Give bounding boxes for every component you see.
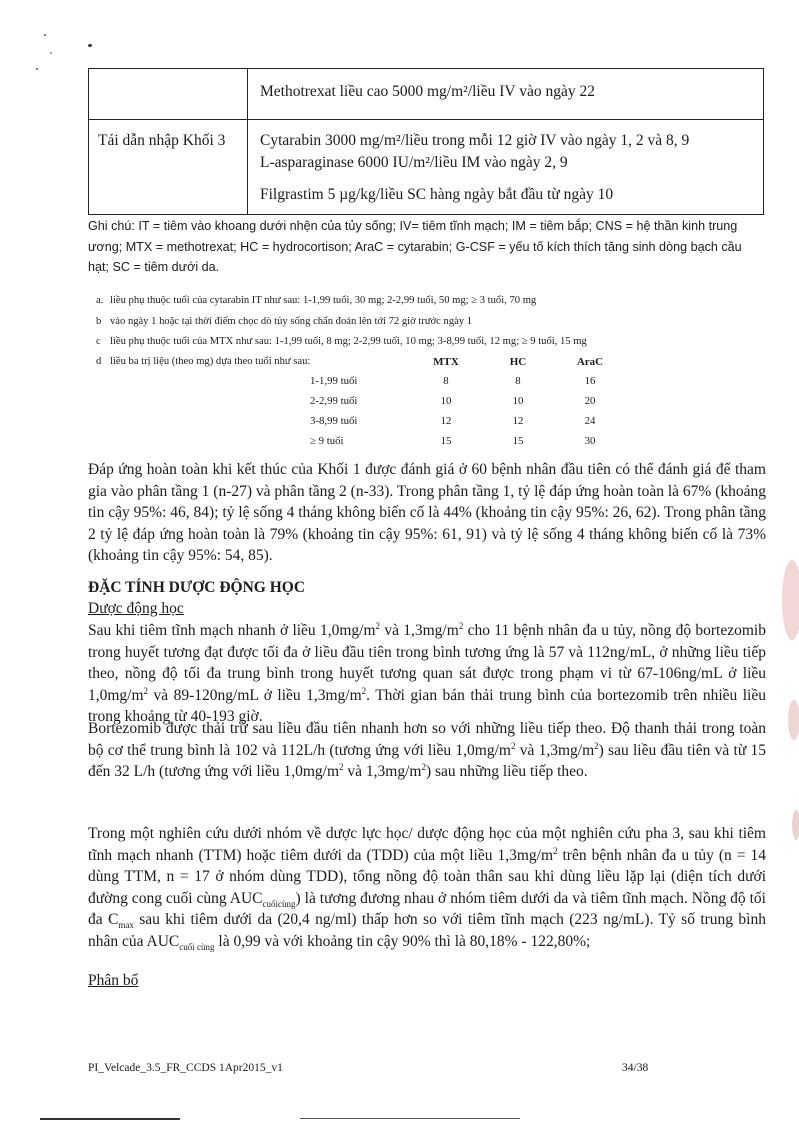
table-cell bbox=[89, 69, 248, 120]
text-run: trên bệnh nhân đa u tủy (n = 14 dùng TTM, n = 17 ở nhóm dùng TDD), tổng nồng độ toàn thân sau khi dùng liều lặp lại (diện tích dưới đường cong cuối cùng AUC bbox=[88, 846, 767, 907]
scan-speck bbox=[50, 52, 52, 54]
superscript: 2 bbox=[375, 620, 381, 631]
cytarabine-line: Cytarabin 3000 mg/m²/liều trong mỗi 12 giờ IV vào ngày 1, 2 và 8, 9 bbox=[260, 132, 690, 149]
superscript: 2 bbox=[510, 740, 516, 751]
footnote-text: liều phụ thuộc tuổi của cytarabin IT như sau: 1-1,99 tuổi, 30 mg; 2-2,99 tuổi, 50 mg; ≥ 3 tuổi, 70 mg bbox=[110, 295, 537, 306]
text-run: ) sau những liều tiếp theo. bbox=[425, 763, 588, 780]
footnote-text: vào ngày 1 hoặc tại thời điểm chọc dò tủy sống chẩn đoán lên tới 72 giờ trước ngày 1 bbox=[110, 316, 473, 327]
methotrexate-line: Methotrexat liều cao 5000 mg/m²/liều IV vào ngày 22 bbox=[260, 83, 595, 100]
hc-cell: 10 bbox=[512, 395, 524, 407]
text-run: sau khi tiêm dưới da (20,4 ng/ml) thấp hơn so với tiêm tĩnh mạch (223 ng/mL). Tỷ số trung bình nhân của AUC bbox=[88, 911, 766, 950]
table-row bbox=[310, 371, 626, 391]
regimen-table bbox=[88, 68, 764, 215]
footer-document-id: PI_Velcade_3.5_FR_CCDS 1Apr2015_v1 bbox=[88, 1062, 283, 1074]
footnote-c bbox=[96, 335, 776, 349]
table-cell bbox=[248, 69, 764, 120]
text-run: và 1,3mg/m bbox=[380, 622, 459, 639]
header-arac: AraC bbox=[576, 356, 604, 368]
text-run: Sau khi tiêm tĩnh mạch nhanh ở liều 1,0mg/m bbox=[88, 622, 376, 639]
scan-speck bbox=[88, 44, 92, 47]
pharmacokinetics-subheading: Dược động học bbox=[88, 600, 184, 617]
triple-therapy-dose-table bbox=[310, 353, 626, 451]
hc-cell: 8 bbox=[515, 375, 521, 387]
table-cell bbox=[248, 120, 764, 215]
pk-paragraph-3 bbox=[88, 823, 766, 952]
text-run: và 1,3mg/m bbox=[515, 741, 595, 759]
footnote-label: c bbox=[96, 336, 101, 347]
table-row bbox=[310, 431, 626, 451]
superscript: 2 bbox=[339, 761, 344, 772]
scan-stain bbox=[788, 700, 799, 740]
subscript: max bbox=[118, 920, 134, 931]
superscript: 2 bbox=[458, 620, 464, 631]
response-paragraph: Đáp ứng hoàn toàn khi kết thúc của Khối 1 được đánh giá ở 60 bệnh nhân đầu tiên có thể đánh giá để tham gia vào phân tầng 1 (n-27) và phân tầng 2 (n-33). Trong phân tầng 1, tỷ lệ đáp ứng hoàn toàn là 67% (khoảng tin cậy 95%: 46, 84); tỷ lệ sống 4 tháng không biến cố là 44% (khoảng tin cậy 95%: 26, 62). Trong phân tầng 2 tỷ lệ đáp ứng hoàn toàn là 79% (khoảng tin cậy 95%: 61, 91) và tỷ lệ sống 4 tháng không biến cố là 73% (khoảng tin cậy 95%: 54, 85). bbox=[88, 461, 766, 564]
footnote-b bbox=[96, 315, 776, 329]
mtx-cell: 8 bbox=[443, 375, 449, 387]
arac-cell: 16 bbox=[584, 375, 596, 387]
text-run: Trong một nghiên cứu dưới nhóm về dược lực học/ dược động học của một nghiên cứu pha 3, sau khi tiêm tĩnh mạch nhanh (TTM) hoặc tiêm dưới da (TDD) của một liều 1,3mg/m bbox=[88, 825, 766, 864]
table-cell: Tái dẫn nhập Khối 3 bbox=[89, 120, 248, 215]
footnote-text: liều ba trị liệu (theo mg) dựa theo tuổi như sau: bbox=[110, 356, 311, 367]
header-hc: HC bbox=[509, 356, 527, 368]
hc-cell: 15 bbox=[512, 435, 524, 447]
arac-cell: 24 bbox=[584, 415, 596, 427]
age-cell: ≥ 9 tuổi bbox=[310, 435, 344, 447]
scan-stain bbox=[782, 560, 799, 640]
footer-page-number: 34/38 bbox=[622, 1062, 649, 1074]
header-mtx: MTX bbox=[433, 356, 459, 368]
pk-paragraph-2 bbox=[88, 718, 766, 783]
footnote-label: a. bbox=[96, 295, 104, 306]
hc-cell: 12 bbox=[512, 415, 524, 427]
mtx-cell: 15 bbox=[440, 435, 452, 447]
subscript: cuốicùng bbox=[262, 898, 296, 909]
age-cell: 2-2,99 tuổi bbox=[310, 395, 358, 407]
abbreviation-note: Ghi chú: IT = tiêm vào khoang dưới nhện của tủy sống; IV= tiêm tĩnh mạch; IM = tiêm bắp; CNS = hệ thần kinh trung ương; MTX = methotrexat; HC = hydrocortison; AraC = cytarabin; G-CSF = yếu tố kích thích tăng sinh dòng bạch cầu hạt; SC = tiêm dưới da. bbox=[88, 219, 742, 274]
footnote-label: b bbox=[96, 316, 102, 327]
superscript: 2 bbox=[594, 740, 599, 751]
table-row bbox=[310, 411, 626, 431]
mtx-cell: 12 bbox=[440, 415, 452, 427]
scan-edge-line bbox=[40, 1118, 180, 1120]
scan-speck bbox=[44, 34, 46, 36]
superscript: 2 bbox=[143, 685, 149, 696]
dose-table-header bbox=[310, 353, 626, 371]
superscript: 2 bbox=[553, 845, 558, 856]
age-cell: 1-1,99 tuổi bbox=[310, 375, 358, 387]
table-row bbox=[310, 391, 626, 411]
table-row bbox=[89, 69, 764, 120]
superscript: 2 bbox=[421, 761, 426, 772]
text-run: Bortezomib được thải trừ sau liều đầu tiên nhanh hơn so với những liều tiếp theo. Độ thanh thải trong toàn bộ cơ thể trung bình là 102 và 112L/h (tương ứng với liều 1,0mg/m bbox=[88, 720, 766, 759]
arac-cell: 30 bbox=[584, 435, 596, 447]
text-run: ) là tương đương nhau ở nhóm tiêm dưới da và tiêm tĩnh mạch. Nồng độ tối đa C bbox=[88, 889, 766, 928]
mtx-cell: 10 bbox=[440, 395, 452, 407]
text-run: là 0,99 và với khoảng tin cậy 90% thì là 80,18% - 122,80%; bbox=[214, 932, 591, 950]
scan-speck bbox=[36, 68, 38, 70]
footnote-a bbox=[96, 294, 776, 308]
age-cell: 3-8,99 tuổi bbox=[310, 415, 358, 427]
scan-edge-line bbox=[300, 1118, 520, 1119]
section-heading: ĐẶC TÍNH DƯỢC ĐỘNG HỌC bbox=[88, 579, 306, 596]
pk-paragraph-1 bbox=[88, 620, 766, 728]
distribution-subheading: Phân bố bbox=[88, 972, 139, 989]
text-run: cho 11 bệnh nhân đa u tủy, nồng độ bortezomib trong huyết tương đạt được tối đa ở liều đầu tiên trong bình tương ứng là 57 và 112ng/mL, ở những liều tiếp theo, nồng độ tối đa trung bình trong huyết tương quan sát được trong phạm vi từ 67-106ng/mL ở liều 1,0mg/m bbox=[88, 622, 766, 704]
subscript: cuối cùng bbox=[179, 941, 215, 952]
text-run: và 89-120ng/mL ở liều 1,3mg/m bbox=[148, 686, 362, 704]
text-run: . Thời gian bán thải trung bình của bortezomib trên nhiều liều trong khoảng từ 40-193 giờ. bbox=[88, 686, 766, 725]
text-run: ) sau liều đầu tiên và từ 15 đến 32 L/h (tương ứng với liều 1,0mg/m bbox=[88, 741, 766, 780]
footnote-label: d bbox=[96, 356, 102, 367]
superscript: 2 bbox=[361, 685, 367, 696]
filgrastim-line: Filgrastim 5 µg/kg/liều SC hàng ngày bắt đầu từ ngày 10 bbox=[260, 186, 614, 203]
text-run: và 1,3mg/m bbox=[343, 763, 422, 780]
footnote-text: liều phụ thuộc tuổi của MTX như sau: 1-1,99 tuổi, 8 mg; 2-2,99 tuổi, 10 mg; 3-8,99 tuổi, 12 mg; ≥ 9 tuổi, 15 mg bbox=[110, 336, 587, 347]
arac-cell: 20 bbox=[584, 395, 596, 407]
table-row bbox=[89, 120, 764, 215]
asparaginase-line: L-asparaginase 6000 IU/m²/liều IM vào ngày 2, 9 bbox=[260, 154, 568, 171]
scan-stain bbox=[792, 810, 799, 840]
